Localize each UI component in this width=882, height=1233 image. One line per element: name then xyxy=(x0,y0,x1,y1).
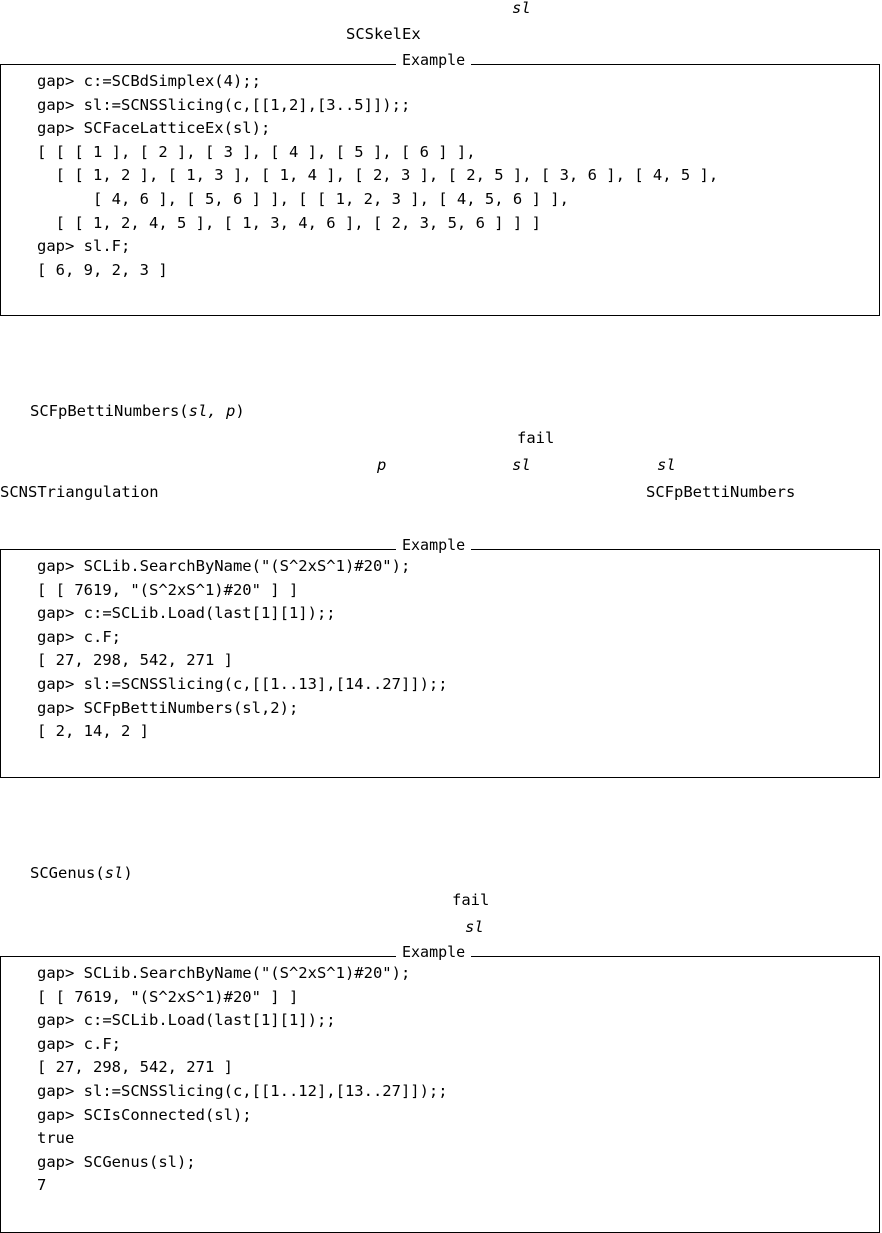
example-caption: Example xyxy=(396,537,471,553)
p-argument: p xyxy=(377,456,387,474)
example-code-betti: gap> SCLib.SearchByName("(S^2xS^1)#20"); [ [ 7619, "(S^2xS^1)#20" ] ] gap> c:=SCLib.Load(last[1][1]);; gap> c.F; [ 27, 298, 542, 271 ] gap> sl:=SCNSSlicing(c,[[1..13],[14..27]]);; gap> SCFpBettiNumbers(sl,2); [ 2, 14, 2 ] xyxy=(37,557,448,741)
function-args: sl, p xyxy=(188,402,236,420)
betti-reference: SCFpBettiNumbers xyxy=(646,483,796,501)
betti-signature xyxy=(30,401,245,421)
sl-argument: sl xyxy=(512,456,531,474)
fail-value: fail xyxy=(517,429,555,447)
genus-signature xyxy=(30,863,133,883)
example-caption: Example xyxy=(396,944,471,960)
function-close-paren: ) xyxy=(123,864,133,882)
sl-argument: sl xyxy=(465,918,484,936)
function-close-paren: ) xyxy=(235,402,245,420)
example-code-face-lattice: gap> c:=SCBdSimplex(4);; gap> sl:=SCNSSlicing(c,[[1,2],[3..5]]);; gap> SCFaceLatticeEx(sl); [ [ [ 1 ], [ 2 ], [ 3 ], [ 4 ], [ 5 ], [ 6 ] ], [ [ 1, 2 ], [ 1, 3 ], [ 1, 4 ], [ 2, 3 ], [ 2, 5 ], [ 3, 6 ], [ 4, 5 ], [ 4, 6 ], [ 5, 6 ] ], [ [ 1, 2, 3 ], [ 4, 5, 6 ] ], [ [ 1, 2, 4, 5 ], [ 1, 3, 4, 6 ], [ 2, 3, 5, 6 ] ] ] gap> sl.F; [ 6, 9, 2, 3 ] xyxy=(37,72,719,279)
function-name: SCFpBettiNumbers( xyxy=(30,402,189,420)
function-args: sl xyxy=(104,864,124,882)
example-code-genus: gap> SCLib.SearchByName("(S^2xS^1)#20"); [ [ 7619, "(S^2xS^1)#20" ] ] gap> c:=SCLib.Load(last[1][1]);; gap> c.F; [ 27, 298, 542, 271 ] gap> sl:=SCNSSlicing(c,[[1..12],[13..27]]);; gap> SCIsConnected(sl); true gap> SCGenus(sl); 7 xyxy=(37,964,448,1195)
sl-argument: sl xyxy=(657,456,676,474)
function-name: SCGenus( xyxy=(30,864,105,882)
triangulation-reference: SCNSTriangulation xyxy=(0,483,159,501)
sl-argument: sl xyxy=(512,0,531,17)
fail-value: fail xyxy=(452,891,490,909)
skel-ex-reference: SCSkelEx xyxy=(346,25,421,43)
example-caption: Example xyxy=(396,52,471,68)
